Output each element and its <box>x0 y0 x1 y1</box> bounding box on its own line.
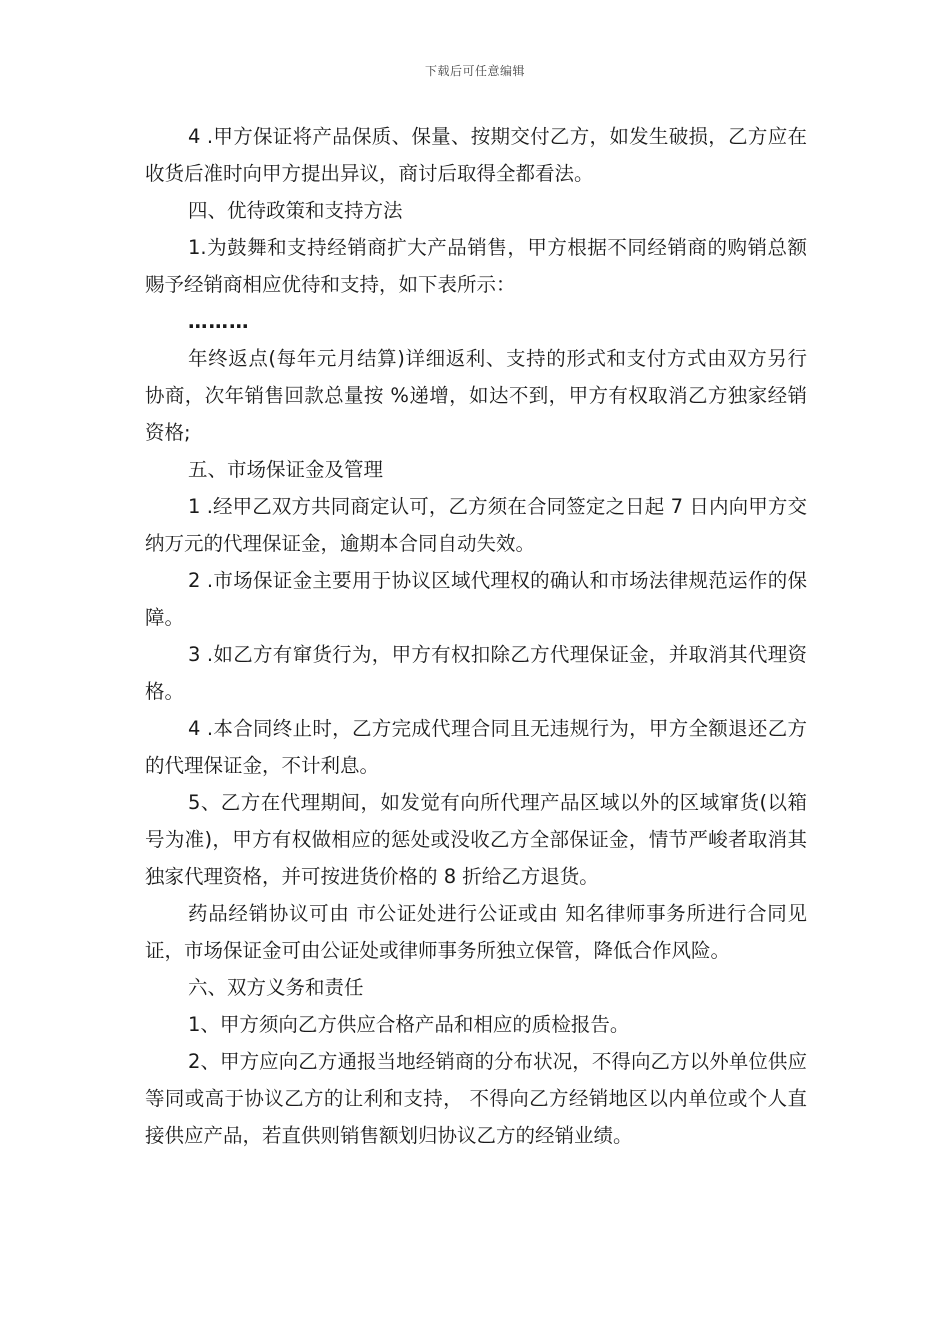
paragraph-deposit-5: 5、乙方在代理期间，如发觉有向所代理产品区域以外的区域窜货(以箱号为准)，甲方有权做相应的惩处或没收乙方全部保证金，情节严峻者取消其独家代理资格，并可按进货价格的 8 折给乙方退货。 <box>145 791 807 888</box>
paragraph-item-4-quality: 4 .甲方保证将产品保质、保量、按期交付乙方，如发生破损，乙方应在收货后准时向甲方提出异议，商讨后取得全都看法。 <box>145 125 807 185</box>
ellipsis-line: ……… <box>188 310 250 333</box>
paragraph-deposit-1: 1 .经甲乙双方共同商定认可，乙方须在合同签定之日起 7 日内向甲方交纳万元的代理保证金，逾期本合同自动失效。 <box>145 495 807 555</box>
page-header: 下载后可任意编辑 <box>424 64 525 78</box>
section-heading-5: 五、市场保证金及管理 <box>188 458 384 481</box>
document-body <box>145 118 807 1154</box>
paragraph-duty-1: 1、甲方须向乙方供应合格产品和相应的质检报告。 <box>188 1013 630 1036</box>
paragraph-duty-2: 2、甲方应向乙方通报当地经销商的分布状况，不得向乙方以外单位供应等同或高于协议乙方的让利和支持， 不得向乙方经销地区以内单位或个人直接供应产品，若直供则销售额划归协议乙方的经销业绩。 <box>145 1050 807 1147</box>
section-heading-6: 六、双方义务和责任 <box>188 976 364 999</box>
paragraph-deposit-4: 4 .本合同终止时，乙方完成代理合同且无违规行为，甲方全额退还乙方的代理保证金，不计利息。 <box>145 717 807 777</box>
paragraph-year-end-rebate: 年终返点(每年元月结算)详细返利、支持的形式和支付方式由双方另行协商，次年销售回款总量按 %递增，如达不到，甲方有权取消乙方独家经销资格; <box>145 347 807 444</box>
paragraph-deposit-2: 2 .市场保证金主要用于协议区域代理权的确认和市场法律规范运作的保障。 <box>145 569 807 629</box>
paragraph-item-1-support: 1.为鼓舞和支持经销商扩大产品销售，甲方根据不同经销商的购销总额赐予经销商相应优待和支持，如下表所示： <box>145 236 807 296</box>
paragraph-notarization: 药品经销协议可由 市公证处进行公证或由 知名律师事务所进行合同见证，市场保证金可由公证处或律师事务所独立保管，降低合作风险。 <box>145 902 807 962</box>
paragraph-deposit-3: 3 .如乙方有窜货行为，甲方有权扣除乙方代理保证金，并取消其代理资格。 <box>145 643 807 703</box>
section-heading-4: 四、优待政策和支持方法 <box>188 199 403 222</box>
